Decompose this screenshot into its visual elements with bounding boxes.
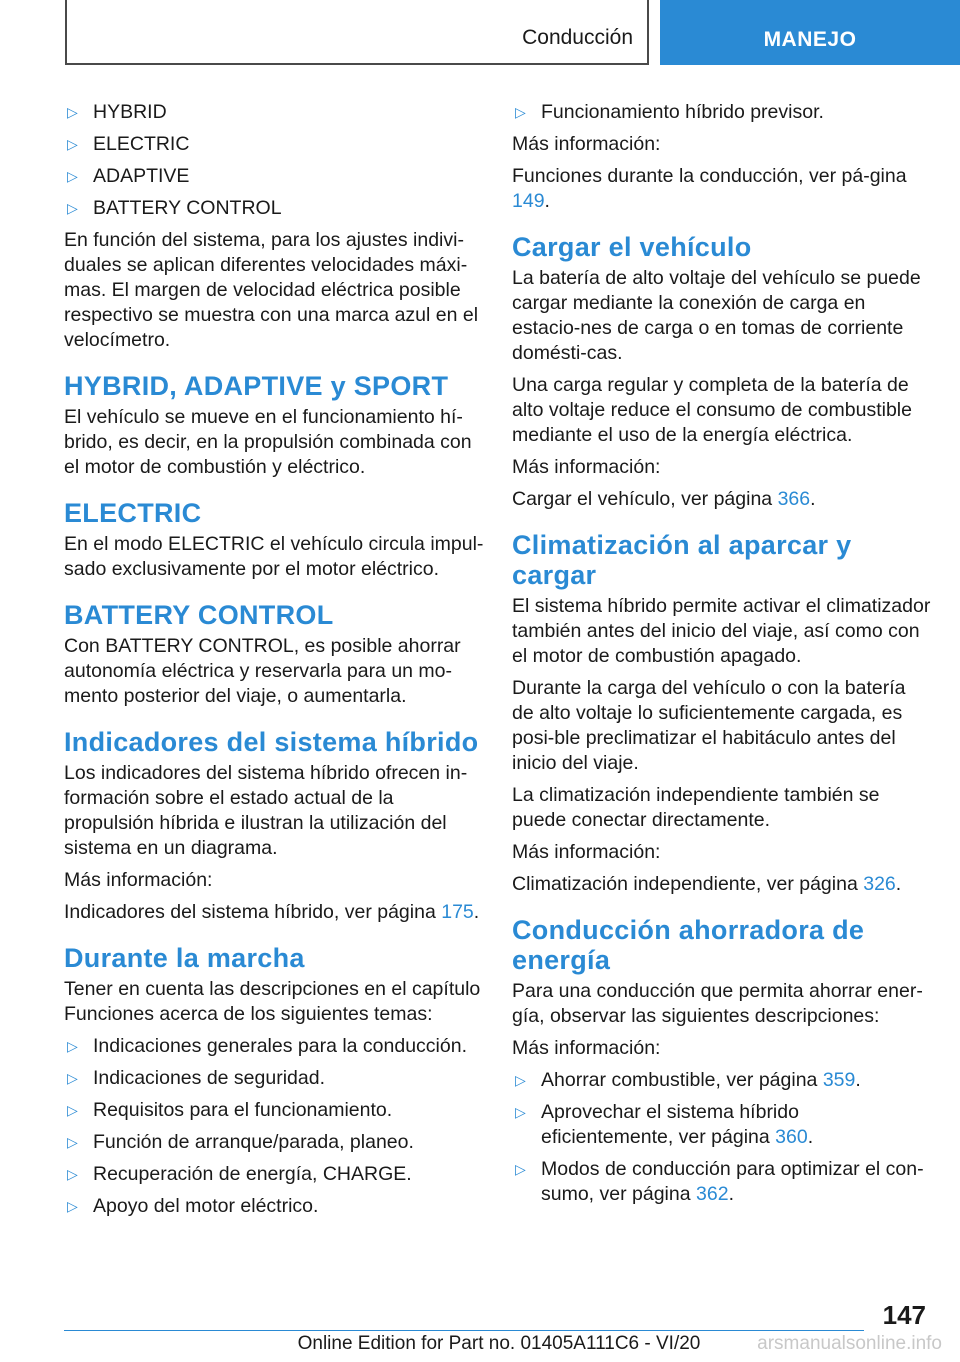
page-link[interactable]: 360	[775, 1126, 808, 1148]
list-item: ▷ Recuperación de energía, CHARGE.	[67, 1163, 412, 1185]
edition-note: Online Edition for Part no. 01405A111C6 - VI/20	[297, 1333, 701, 1354]
paragraph: Durante la carga del vehículo o con la batería de alto voltaje lo suficientemente cargada, es posi-ble preclimatizar el habitáculo antes del inicio del viaje.	[512, 677, 906, 774]
list-item: ▷ Ahorrar combustible, ver página 359.	[515, 1069, 861, 1091]
triangle-bullet-icon: ▷	[515, 104, 526, 120]
page-link[interactable]: 326	[863, 873, 896, 895]
page-link[interactable]: 175	[441, 901, 474, 923]
list-item: ▷ HYBRID	[67, 101, 167, 123]
footer-divider	[64, 1330, 864, 1331]
list-item: ▷ Indicaciones de seguridad.	[67, 1067, 325, 1089]
list-item: ▷ BATTERY CONTROL	[67, 197, 282, 219]
page-link[interactable]: 359	[822, 1069, 856, 1091]
triangle-bullet-icon: ▷	[515, 1161, 526, 1177]
page-link[interactable]: 362	[696, 1183, 729, 1205]
paragraph: El vehículo se mueve en el funcionamiento hí-brido, es decir, en la propulsión combinada con el motor de combustión y eléctrico.	[64, 406, 472, 478]
more-info-label: Más información:	[64, 869, 213, 891]
list-item: ▷ ADAPTIVE	[67, 165, 190, 187]
heading-charge: Cargar el vehículo	[512, 232, 752, 262]
paragraph: En el modo ELECTRIC el vehículo circula impul-sado exclusivamente por el motor eléctrico.	[64, 533, 484, 580]
paragraph: El sistema híbrido permite activar el climatizador también antes del inicio del viaje, así como con el motor de combustión apagado.	[512, 595, 931, 667]
list-item: ▷ Aprovechar el sistema híbrido eficientemente, ver página 360.	[515, 1101, 814, 1148]
paragraph: En función del sistema, para los ajustes indivi-duales se aplican diferentes velocidades máxi-mas. El margen de velocidad eléctrica posible respectivo se muestra con una marca azul en el velocímetro.	[64, 229, 479, 351]
more-info-label: Más información:	[512, 841, 661, 863]
paragraph: Tener en cuenta las descripciones en el capítulo Funciones acerca de los siguientes temas:	[64, 978, 481, 1025]
cross-reference: Cargar el vehículo, ver página 366.	[512, 488, 816, 510]
heading-driving: Durante la marcha	[64, 943, 305, 973]
paragraph: Para una conducción que permita ahorrar ener-gía, observar las siguientes descripciones:	[512, 980, 923, 1027]
list-item: ▷ Indicaciones generales para la conducción.	[67, 1035, 467, 1057]
paragraph: La batería de alto voltaje del vehículo se puede cargar mediante la conexión de carga en estacio-nes de carga o en tomas de corriente domésti-cas.	[512, 267, 921, 364]
paragraph: Los indicadores del sistema híbrido ofrecen in-formación sobre el estado actual de la propulsión híbrida e ilustran la utilización del sistema en un diagrama.	[64, 762, 468, 859]
heading-battery-control: BATTERY CONTROL	[64, 600, 334, 630]
list-item: ▷ Requisitos para el funcionamiento.	[67, 1099, 393, 1121]
paragraph: Con BATTERY CONTROL, es posible ahorrar autonomía eléctrica y reservarla para un mo-mento posterior del viaje, o aumentarla.	[64, 635, 461, 707]
list-item: ▷ Funcionamiento híbrido previsor.	[515, 101, 824, 123]
triangle-bullet-icon: ▷	[67, 1134, 78, 1150]
triangle-bullet-icon: ▷	[67, 1102, 78, 1118]
list-item: ▷ Función de arranque/parada, planeo.	[67, 1131, 414, 1153]
section-title: Conducción	[522, 26, 633, 49]
page-link[interactable]: 149	[512, 190, 545, 212]
page-number: 147	[882, 1300, 926, 1330]
cross-reference: Climatización independiente, ver página 326.	[512, 873, 902, 895]
cross-reference: Funciones durante la conducción, ver pá-gina 149.	[512, 165, 907, 212]
triangle-bullet-icon: ▷	[67, 1166, 78, 1182]
triangle-bullet-icon: ▷	[67, 200, 78, 216]
chapter-tab	[660, 0, 960, 65]
more-info-label: Más información:	[512, 456, 661, 478]
right-column	[512, 100, 932, 1214]
list-item: ▷ Apoyo del motor eléctrico.	[67, 1195, 319, 1217]
list-item: ▷ Modos de conducción para optimizar el con-sumo, ver página 362.	[515, 1158, 924, 1205]
cross-reference: Indicadores del sistema híbrido, ver página 175.	[64, 901, 480, 923]
triangle-bullet-icon: ▷	[67, 1038, 78, 1054]
heading-electric: ELECTRIC	[64, 498, 202, 528]
triangle-bullet-icon: ▷	[67, 1070, 78, 1086]
paragraph: La climatización independiente también se puede conectar directamente.	[512, 784, 880, 831]
triangle-bullet-icon: ▷	[67, 136, 78, 152]
more-info-label: Más información:	[512, 133, 661, 155]
heading-climate: Climatización al aparcar y cargar	[512, 530, 852, 590]
triangle-bullet-icon: ▷	[515, 1072, 526, 1088]
triangle-bullet-icon: ▷	[67, 1198, 78, 1214]
paragraph: Una carga regular y completa de la batería de alto voltaje reduce el consumo de combustible mediante el uso de la energía eléctrica.	[512, 374, 912, 446]
heading-hybrid: HYBRID, ADAPTIVE y SPORT	[64, 371, 449, 401]
more-info-label: Más información:	[512, 1037, 661, 1059]
triangle-bullet-icon: ▷	[67, 168, 78, 184]
heading-eco-driving: Conducción ahorradora de energía	[512, 915, 865, 975]
list-item: ▷ ELECTRIC	[67, 133, 190, 155]
section-tab	[65, 0, 649, 65]
chapter-title: MANEJO	[763, 28, 857, 51]
watermark: arsmanualsonline.info	[757, 1333, 942, 1354]
page-link[interactable]: 366	[777, 488, 811, 510]
page-header	[0, 0, 960, 66]
left-column	[64, 100, 484, 1226]
triangle-bullet-icon: ▷	[67, 104, 78, 120]
heading-indicators: Indicadores del sistema híbrido	[64, 727, 479, 757]
triangle-bullet-icon: ▷	[515, 1104, 526, 1120]
